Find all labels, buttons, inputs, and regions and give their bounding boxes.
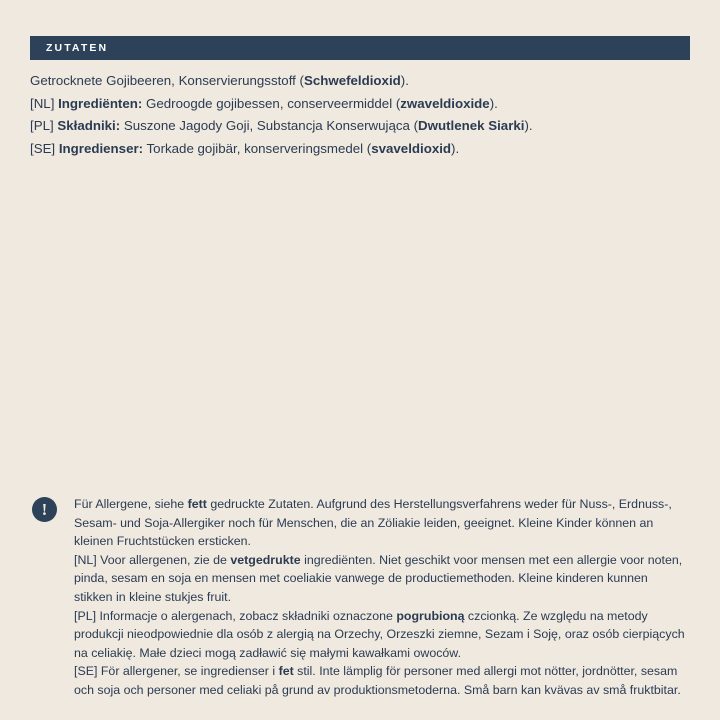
exclamation-mark-icon: !	[32, 497, 57, 522]
language-tag: [PL]	[74, 608, 100, 623]
text-run: Gedroogde gojibessen, conserveermiddel (	[142, 95, 401, 111]
ingredients-label: Składniki:	[57, 118, 121, 133]
text-run: stil. Inte lämplig för personer med allergi mot nötter, jordnötter, sesam och soja och personer med celiaki på grund av produktionsmetoderna. Små barn kan kvävas av små fruktbitar.	[74, 664, 681, 697]
text-run: ).	[524, 118, 533, 133]
text-run: Torkade gojibär, konserveringsmedel (	[143, 140, 372, 156]
ingredient-line	[30, 70, 696, 93]
bold-text-run: vetgedrukte	[230, 552, 301, 567]
language-tag: [NL]	[30, 95, 59, 111]
text-run: ).	[451, 140, 460, 156]
text-run: ).	[489, 95, 498, 111]
bold-text-run: zwaveldioxide	[400, 95, 490, 111]
section-header-ingredients	[30, 36, 690, 60]
page-title: ZUTATEN	[46, 41, 109, 54]
allergen-notice	[32, 495, 692, 700]
language-tag: [SE]	[74, 664, 101, 679]
language-tag: [PL]	[30, 118, 58, 133]
bold-text-run: Schwefeldioxid	[303, 73, 401, 88]
text-run: ingrediënten. Niet geschikt voor mensen met een allergie voor noten, pinda, sesam en soja en mensen met coeliakie vanwege de productiemethoden. Kleine kinderen kunnen stikken in kleine stukjes fruit.	[74, 552, 683, 604]
bold-text-run: Dwutlenek Siarki	[418, 118, 525, 133]
allergen-paragraph	[74, 551, 686, 607]
bold-text-run: fet	[278, 664, 294, 679]
language-tag: [NL]	[74, 552, 101, 567]
bold-text-run: svaveldioxid	[371, 140, 452, 156]
text-run: czcionką. Ze względu na metody produkcji nieodpowiednie dla osób z alergią na Orzechy, Orzeszki ziemne, Sezam i Soję, oraz osób cierpiących na celiakię. Małe dzieci mogą zadławić się małymi kawałkami owoców.	[74, 608, 685, 660]
ingredients-block	[30, 70, 696, 160]
allergen-paragraph	[74, 607, 686, 663]
ingredient-line	[30, 93, 696, 116]
text-run: Getrocknete Gojibeeren, Konservierungsstoff (	[30, 73, 304, 88]
ingredients-label: Ingredienser:	[58, 140, 144, 156]
language-tag: [SE]	[30, 140, 59, 156]
ingredients-label: Ingrediënten:	[58, 95, 143, 111]
text-run: Voor allergenen, zie de	[100, 552, 231, 567]
bold-text-run: fett	[187, 497, 207, 511]
allergen-text-block	[74, 495, 686, 700]
allergen-paragraph	[74, 495, 686, 551]
text-run: Informacje o alergenach, zobacz składniki oznaczone	[99, 608, 397, 623]
bold-text-run: pogrubioną	[396, 608, 465, 623]
allergen-paragraph	[74, 662, 686, 699]
text-run: ).	[400, 73, 409, 88]
ingredient-line	[30, 138, 696, 161]
text-run: Suszone Jagody Goji, Substancja Konserwująca (	[120, 118, 419, 133]
ingredient-line	[30, 115, 696, 138]
text-run: Für Allergene, siehe	[74, 497, 188, 511]
text-run: gedruckte Zutaten. Aufgrund des Herstellungsverfahrens weder für Nuss-, Erdnuss-, Sesam- und Soja-Allergiker noch für Menschen, die an Zöliakie leiden, geeignet. Kleine Kinder können an kleinen Fruchtstücken ersticken.	[74, 497, 672, 549]
text-run: För allergener, se ingredienser i	[100, 664, 279, 679]
